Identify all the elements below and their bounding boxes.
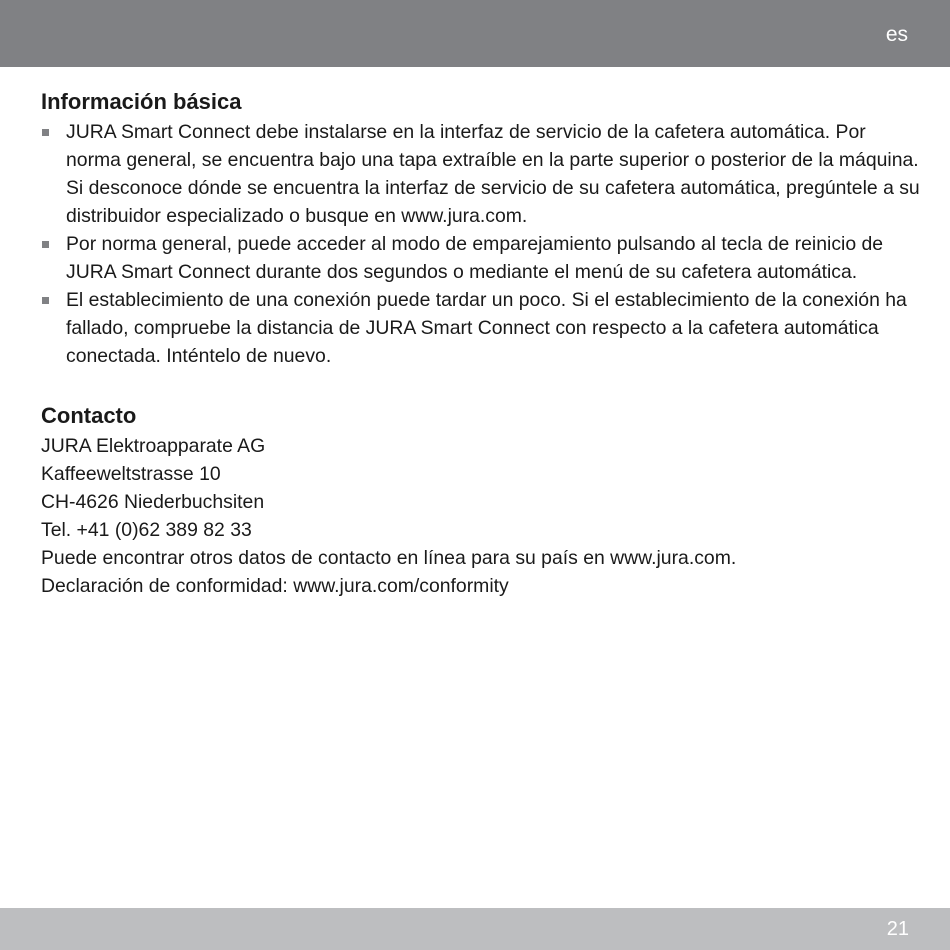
contact-section [41,400,921,600]
basic-info-list [41,118,921,370]
list-item [41,286,921,370]
list-item-text: El establecimiento de una conexión puede tardar un poco. Si el establecimiento de la conexión ha fallado, compruebe la distancia de JURA Smart Connect con respecto a la cafetera automática conectada. Inténtelo de nuevo. [66,289,907,367]
square-bullet-icon [42,129,49,136]
postal-city: CH-4626 Niederbuchsiten [41,491,265,513]
square-bullet-icon [42,241,49,248]
language-label: es [885,23,908,46]
page-content [41,86,921,600]
basic-info-heading: Información básica [41,89,242,114]
list-item [41,118,921,230]
list-item-text: Por norma general, puede acceder al modo de emparejamiento pulsando al tecla de reinicio de JURA Smart Connect durante dos segundos o mediante el menú de su cafetera automática. [66,233,884,283]
basic-info-section [41,86,921,370]
page-number: 21 [886,918,909,940]
footer-bar [0,908,950,950]
header-bar [0,0,950,67]
list-item-text: JURA Smart Connect debe instalarse en la interfaz de servicio de la cafetera automática. Por norma general, se encuentra bajo una tapa extraíble en la parte superior o posterior de la máquina. Si desconoce dónde se encuentra la interfaz de servicio de su cafetera automática, pregúntele a su distribuidor especializado o busque en www.jura.com. [66,121,920,227]
company-name: JURA Elektroapparate AG [41,435,266,457]
contact-heading: Contacto [41,403,137,428]
conformity-declaration: Declaración de conformidad: www.jura.com/conformity [41,575,509,597]
square-bullet-icon [42,297,49,304]
phone-number: Tel. +41 (0)62 389 82 33 [41,519,252,541]
street-address: Kaffeeweltstrasse 10 [41,463,221,485]
online-contact-note: Puede encontrar otros datos de contacto en línea para su país en www.jura.com. [41,547,737,569]
list-item [41,230,921,286]
